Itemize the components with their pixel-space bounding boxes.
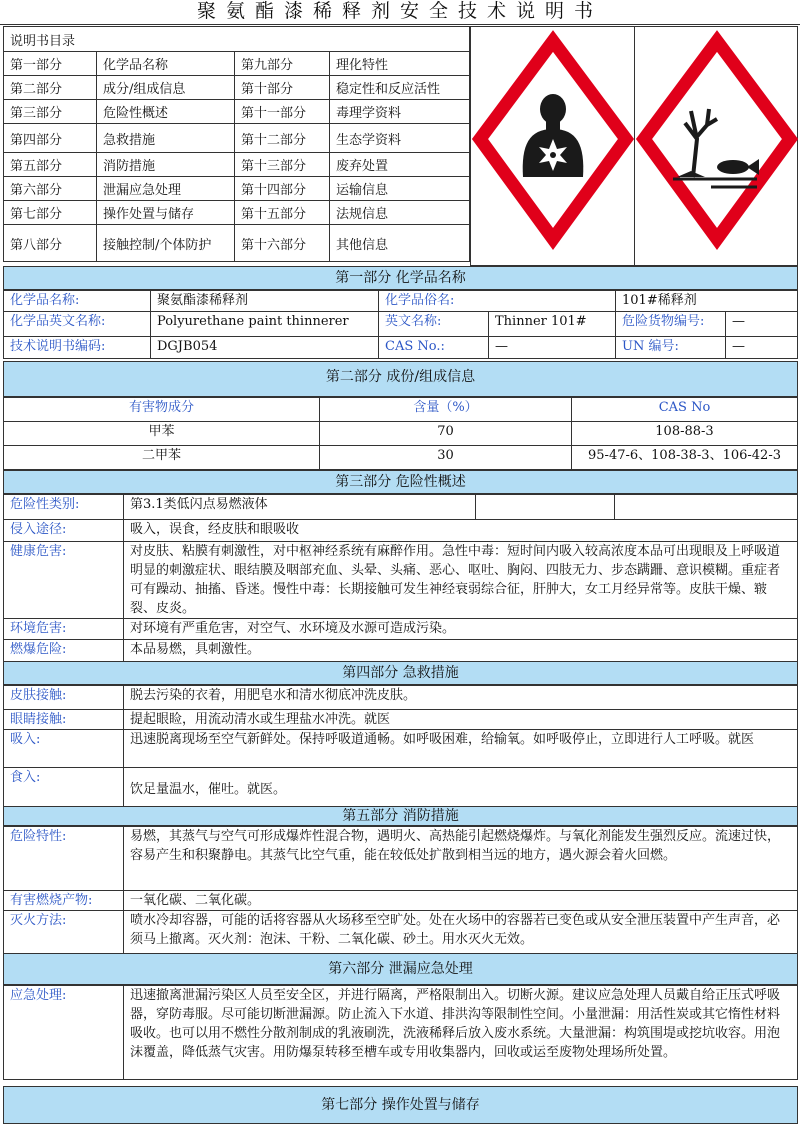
environment-hazard-icon xyxy=(635,27,799,267)
combustion-products-label: 有害燃烧产物: xyxy=(4,891,124,911)
section-5-header: 第五部分 消防措施 xyxy=(3,806,798,826)
section-3-table xyxy=(3,494,798,662)
health-value: 对皮肤、粘膜有刺激性，对中枢神经系统有麻醉作用。急性中毒：短时间内吸入较高浓度本品可出现眼及上呼吸道明显的刺激症状、眼结膜及咽部充血、头晕、头痛、恶心、呕吐、胸闷、四肢无力、步态蹒跚、意识模糊。重症者可有躁动、抽搐、昏迷。慢性中毒：长期接触可发生神经衰弱综合征，肝肿大，女工月经异常等。皮肤干燥、皲裂、皮炎。 xyxy=(124,542,798,619)
hazard-value: 易燃，其蒸气与空气可形成爆炸性混合物，遇明火、高热能引起燃烧爆炸。与氧化剂能发生强烈反应。流速过快，容易产生和积聚静电。其蒸气比空气重，能在较低处扩散到相当远的地方，遇火源会着火回燃。 xyxy=(124,827,798,891)
table-cell: 甲苯 xyxy=(4,422,320,446)
title-rule xyxy=(0,24,800,25)
code-value: DGJB054 xyxy=(151,337,379,359)
route-label: 侵入途径: xyxy=(4,520,124,542)
env-value: 对环境有严重危害，对空气、水环境及水源可造成污染。 xyxy=(124,619,798,640)
un-value: — xyxy=(726,337,798,359)
toc-part: 第八部分 xyxy=(4,225,97,262)
section-6-header: 第六部分 泄漏应急处理 xyxy=(3,953,798,985)
col-header: CAS No xyxy=(572,398,798,422)
col-header: 有害物成分 xyxy=(4,398,320,422)
section-3-header: 第三部分 危险性概述 xyxy=(3,470,798,494)
toc-topic: 生态学资料 xyxy=(330,124,470,153)
section-2-header: 第二部分 成份/组成信息 xyxy=(3,361,798,397)
un-label: UN 编号: xyxy=(616,337,726,359)
cas-label: CAS No.: xyxy=(379,337,489,359)
en-name-value: Polyurethane paint thinnerer xyxy=(151,312,379,337)
toc-topic: 废弃处置 xyxy=(330,153,470,177)
name-label: 化学品名称: xyxy=(4,291,151,312)
table-cell: 30 xyxy=(320,446,572,470)
table-cell: 95-47-6、108-38-3、106-42-3 xyxy=(572,446,798,470)
skin-value: 脱去污染的衣着，用肥皂水和清水彻底冲洗皮肤。 xyxy=(124,686,798,710)
route-value: 吸入，误食，经皮肤和眼吸收 xyxy=(124,520,798,542)
toc-topic: 危险性概述 xyxy=(97,100,235,124)
composition-table xyxy=(3,397,798,470)
env-label: 环境危害: xyxy=(4,619,124,640)
cas-value: — xyxy=(489,337,616,359)
inhalation-value: 迅速脱离现场至空气新鲜处。保持呼吸道通畅。如呼吸困难，给输氧。如呼吸停止，立即进行人工呼吸。就医 xyxy=(124,730,798,768)
toc-topic: 操作处置与储存 xyxy=(97,201,235,225)
fire-label: 燃爆危险: xyxy=(4,640,124,662)
dg-label: 危险货物编号: xyxy=(616,312,726,337)
alias-value: 101#稀释剂 xyxy=(616,291,798,312)
section-4-header: 第四部分 急救措施 xyxy=(3,661,798,685)
toc-part: 第十五部分 xyxy=(235,201,330,225)
toc-part: 第十六部分 xyxy=(235,225,330,262)
section-5-table xyxy=(3,826,798,955)
toc-topic: 其他信息 xyxy=(330,225,470,262)
toc-part: 第九部分 xyxy=(235,52,330,76)
toc-part: 第三部分 xyxy=(4,100,97,124)
table-cell: 108-88-3 xyxy=(572,422,798,446)
toc-part: 第一部分 xyxy=(4,52,97,76)
skin-label: 皮肤接触: xyxy=(4,686,124,710)
health-hazard-icon xyxy=(471,27,635,267)
toc-table xyxy=(3,26,470,262)
health-label: 健康危害: xyxy=(4,542,124,619)
section-6-table xyxy=(3,985,798,1080)
ingestion-label: 食入: xyxy=(4,768,124,811)
en-name-label: 化学品英文名称: xyxy=(4,312,151,337)
toc-heading: 说明书目录 xyxy=(4,27,470,52)
class-label: 危险性类别: xyxy=(4,495,124,520)
ingestion-value: 饮足量温水，催吐。就医。 xyxy=(124,768,798,811)
empty-cell xyxy=(615,495,798,520)
toc-part: 第十二部分 xyxy=(235,124,330,153)
class-value: 第3.1类低闪点易燃液体 xyxy=(124,495,476,520)
toc-topic: 成分/组成信息 xyxy=(97,76,235,100)
col-header: 含量（%） xyxy=(320,398,572,422)
en2-label: 英文名称: xyxy=(379,312,489,337)
hazard-label: 危险特性: xyxy=(4,827,124,891)
toc-part: 第二部分 xyxy=(4,76,97,100)
name-value: 聚氨酯漆稀释剂 xyxy=(151,291,379,312)
toc-topic: 泄漏应急处理 xyxy=(97,177,235,201)
table-cell: 二甲苯 xyxy=(4,446,320,470)
combustion-products-value: 一氧化碳、二氧化碳。 xyxy=(124,891,798,911)
toc-part: 第六部分 xyxy=(4,177,97,201)
toc-part: 第十一部分 xyxy=(235,100,330,124)
empty-cell xyxy=(476,495,615,520)
section-4-table xyxy=(3,685,798,811)
emergency-label: 应急处理: xyxy=(4,986,124,1080)
hazard-pictograms xyxy=(470,26,798,266)
dg-value: — xyxy=(726,312,798,337)
toc-topic: 急救措施 xyxy=(97,124,235,153)
extinguish-label: 灭火方法: xyxy=(4,911,124,955)
toc-part: 第十四部分 xyxy=(235,177,330,201)
toc-topic: 法规信息 xyxy=(330,201,470,225)
fire-value: 本品易燃，具刺激性。 xyxy=(124,640,798,662)
section-7-header: 第七部分 操作处置与储存 xyxy=(3,1086,798,1124)
toc-topic: 化学品名称 xyxy=(97,52,235,76)
toc-part: 第五部分 xyxy=(4,153,97,177)
toc-topic: 消防措施 xyxy=(97,153,235,177)
eye-label: 眼睛接触: xyxy=(4,710,124,730)
section-1-table xyxy=(3,290,798,359)
toc-topic: 理化特性 xyxy=(330,52,470,76)
toc-part: 第十部分 xyxy=(235,76,330,100)
table-cell: 70 xyxy=(320,422,572,446)
alias-label: 化学品俗名: xyxy=(379,291,616,312)
toc-part: 第十三部分 xyxy=(235,153,330,177)
extinguish-value: 喷水冷却容器，可能的话将容器从火场移至空旷处。处在火场中的容器若已变色或从安全泄压装置中产生声音，必须马上撤离。灭火剂：泡沫、干粉、二氧化碳、砂土。用水灭火无效。 xyxy=(124,911,798,955)
toc-topic: 毒理学资料 xyxy=(330,100,470,124)
toc-topic: 稳定性和反应活性 xyxy=(330,76,470,100)
emergency-value: 迅速撤离泄漏污染区人员至安全区，并进行隔离，严格限制出入。切断火源。建议应急处理人员戴自给正压式呼吸器，穿防毒服。尽可能切断泄漏源。防止流入下水道、排洪沟等限制性空间。小量泄漏：用活性炭或其它惰性材料吸收。也可以用不燃性分散剂制成的乳液刷洗，洗液稀释后放入废水系统。大量泄漏：构筑围堤或挖坑收容。用泡沫覆盖，降低蒸气灾害。用防爆泵转移至槽车或专用收集器内，回收或运至废物处理场所处置。 xyxy=(124,986,798,1080)
document-title: 聚氨酯漆稀释剂安全技术说明书 xyxy=(196,0,603,22)
toc-topic: 接触控制/个体防护 xyxy=(97,225,235,262)
inhalation-label: 吸入: xyxy=(4,730,124,768)
section-1-header: 第一部分 化学品名称 xyxy=(3,266,798,290)
toc-part: 第四部分 xyxy=(4,124,97,153)
toc-topic: 运输信息 xyxy=(330,177,470,201)
en2-value: Thinner 101# xyxy=(489,312,616,337)
eye-value: 提起眼睑，用流动清水或生理盐水冲洗。就医 xyxy=(124,710,798,730)
code-label: 技术说明书编码: xyxy=(4,337,151,359)
toc-part: 第七部分 xyxy=(4,201,97,225)
